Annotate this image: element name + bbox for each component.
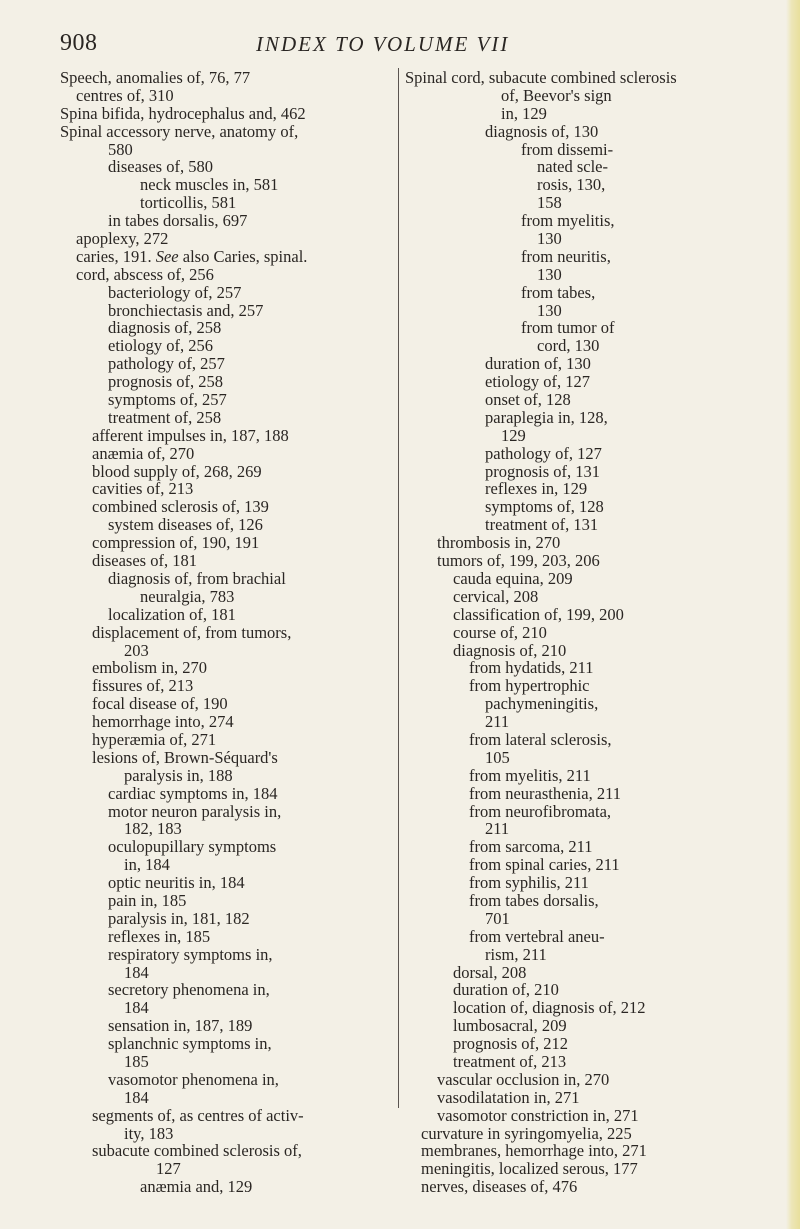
index-entry: 130 <box>537 300 562 320</box>
index-entry: afferent impulses in, 187, 188 <box>92 425 289 445</box>
index-entry: symptoms of, 257 <box>108 390 227 410</box>
index-entry: 184 <box>124 1087 149 1107</box>
index-entry: 211 <box>485 819 510 839</box>
index-entry: in, 184 <box>124 855 170 875</box>
index-entry: vasomotor constriction in, 271 <box>437 1105 639 1125</box>
index-entry: pain in, 185 <box>108 890 187 910</box>
index-entry: reflexes in, 129 <box>485 479 588 499</box>
index-entry: from myelitis, 211 <box>469 765 591 785</box>
index-entry: cord, abscess of, 256 <box>76 264 214 284</box>
index-entry: pathology of, 257 <box>108 354 225 374</box>
index-entry: from syphilis, 211 <box>469 873 589 893</box>
index-entry: from tabes dorsalis, <box>469 890 599 910</box>
index-entry: bacteriology of, 257 <box>108 282 242 302</box>
index-entry: anæmia and, 129 <box>140 1177 253 1197</box>
page-header <box>60 30 760 60</box>
index-entry: neck muscles in, 581 <box>140 175 279 195</box>
index-entry: 130 <box>537 229 562 249</box>
index-entry: diagnosis of, 210 <box>453 640 567 660</box>
index-entry: cardiac symptoms in, 184 <box>108 783 278 803</box>
index-entry: 203 <box>124 640 149 660</box>
index-entry: 184 <box>124 962 149 982</box>
index-entry: vascular occlusion in, 270 <box>437 1069 610 1089</box>
index-column-right <box>405 69 745 1196</box>
index-entry: from tabes, <box>521 282 596 302</box>
index-entry: 130 <box>537 264 562 284</box>
index-column-left <box>60 69 390 1196</box>
index-entry: thrombosis in, 270 <box>437 533 561 553</box>
index-entry: blood supply of, 268, 269 <box>92 461 262 481</box>
index-entry: cauda equina, 209 <box>453 568 573 588</box>
index-entry: 184 <box>124 998 149 1018</box>
index-entry: from hydatids, 211 <box>469 658 594 678</box>
index-entry: from myelitis, <box>521 211 615 231</box>
index-entry: cord, 130 <box>537 336 600 356</box>
index-entry: 211 <box>485 712 510 732</box>
index-entry: from vertebral aneu- <box>469 926 605 946</box>
index-entry: lesions of, Brown-Séquard's <box>92 747 278 767</box>
index-entry: 158 <box>537 193 562 213</box>
index-entry: of, Beevor's sign <box>501 85 612 105</box>
index-entry: 105 <box>485 747 510 767</box>
index-entry: from dissemi- <box>521 139 614 159</box>
index-entry: treatment of, 131 <box>485 515 599 535</box>
index-entry: system diseases of, 126 <box>108 515 263 535</box>
index-entry: secretory phenomena in, <box>108 980 270 1000</box>
index-entry: classification of, 199, 200 <box>453 604 624 624</box>
index-entry: from hypertrophic <box>469 676 590 696</box>
index-entry: diseases of, 181 <box>92 551 197 571</box>
index-entry: from sarcoma, 211 <box>469 837 593 857</box>
index-entry: splanchnic symptoms in, <box>108 1034 272 1054</box>
index-entry: onset of, 128 <box>485 390 571 410</box>
index-entry: apoplexy, 272 <box>76 229 169 249</box>
index-entry: rism, 211 <box>485 944 547 964</box>
index-entry: meningitis, localized serous, 177 <box>421 1159 638 1179</box>
index-entry: subacute combined sclerosis of, <box>92 1141 302 1161</box>
index-entry: diseases of, 580 <box>108 157 213 177</box>
index-entry: anæmia of, 270 <box>92 443 195 463</box>
index-entry: symptoms of, 128 <box>485 497 604 517</box>
index-entry: from spinal caries, 211 <box>469 855 620 875</box>
index-entry: Spinal cord, subacute combined sclerosis <box>405 68 677 87</box>
index-entry: oculopupillary symptoms <box>108 837 277 857</box>
index-entry: hemorrhage into, 274 <box>92 712 234 732</box>
index-entry: 185 <box>124 1051 149 1071</box>
index-entry: motor neuron paralysis in, <box>108 801 282 821</box>
index-entry: paraplegia in, 128, <box>485 407 608 427</box>
index-entry: paralysis in, 181, 182 <box>108 908 250 928</box>
index-entry: sensation in, 187, 189 <box>108 1016 253 1036</box>
index-entry: vasomotor phenomena in, <box>108 1069 279 1089</box>
index-entry: from neuritis, <box>521 246 611 266</box>
index-entry: Spinal accessory nerve, anatomy of, <box>60 121 299 141</box>
index-entry: cavities of, 213 <box>92 479 194 499</box>
index-entry: from tumor of <box>521 318 615 338</box>
index-entry: from neurofibromata, <box>469 801 612 821</box>
index-entry: rosis, 130, <box>537 175 606 195</box>
index-entry: treatment of, 213 <box>453 1051 567 1071</box>
index-entry: dorsal, 208 <box>453 962 527 982</box>
index-entry: centres of, 310 <box>76 85 174 105</box>
index-entry: prognosis of, 212 <box>453 1034 569 1054</box>
index-entry: diagnosis of, from brachial <box>108 568 286 588</box>
index-entry: lumbosacral, 209 <box>453 1016 567 1036</box>
running-head: INDEX TO VOLUME VII <box>256 32 510 56</box>
index-entry: focal disease of, 190 <box>92 694 228 714</box>
index-entry: respiratory symptoms in, <box>108 944 273 964</box>
index-entry: 182, 183 <box>124 819 182 839</box>
index-entry: duration of, 130 <box>485 354 591 374</box>
index-entry: 129 <box>501 425 526 445</box>
index-entry: cervical, 208 <box>453 586 539 606</box>
index-entry: compression of, 190, 191 <box>92 533 260 553</box>
index-entry: displacement of, from tumors, <box>92 622 292 642</box>
index-entry: torticollis, 581 <box>140 193 237 213</box>
index-entry: course of, 210 <box>453 622 547 642</box>
index-entry: in, 129 <box>501 103 547 123</box>
index-entry: curvature in syringomyelia, 225 <box>421 1123 632 1143</box>
index-entry: bronchiectasis and, 257 <box>108 300 264 320</box>
index-entry: Spina bifida, hydrocephalus and, 462 <box>60 103 306 123</box>
index-entry: localization of, 181 <box>108 604 236 624</box>
index-entry: ity, 183 <box>124 1123 174 1143</box>
index-entry: caries, 191. See also Caries, spinal. <box>76 246 308 266</box>
index-entry: nated scle- <box>537 157 609 177</box>
index-entry: duration of, 210 <box>453 980 559 1000</box>
index-entry: optic neuritis in, 184 <box>108 873 245 893</box>
index-entry: embolism in, 270 <box>92 658 208 678</box>
index-entry: treatment of, 258 <box>108 407 222 427</box>
page-number: 908 <box>60 30 98 56</box>
index-entry: diagnosis of, 258 <box>108 318 222 338</box>
index-entry: combined sclerosis of, 139 <box>92 497 269 517</box>
index-entry: location of, diagnosis of, 212 <box>453 998 646 1018</box>
index-entry: fissures of, 213 <box>92 676 194 696</box>
index-entry: neuralgia, 783 <box>140 586 235 606</box>
index-entry: pachymeningitis, <box>485 694 599 714</box>
see-also-marker: See <box>155 246 179 266</box>
index-entry: nerves, diseases of, 476 <box>421 1177 578 1197</box>
index-entry: tumors of, 199, 203, 206 <box>437 551 600 571</box>
index-entry: paralysis in, 188 <box>124 765 233 785</box>
index-entry: vasodilatation in, 271 <box>437 1087 580 1107</box>
index-entry: 701 <box>485 908 510 928</box>
index-entry: pathology of, 127 <box>485 443 602 463</box>
index-entry: prognosis of, 258 <box>108 372 224 392</box>
index-entry: etiology of, 127 <box>485 372 590 392</box>
index-entry: prognosis of, 131 <box>485 461 601 481</box>
index-entry: segments of, as centres of activ- <box>92 1105 304 1125</box>
index-entry: from neurasthenia, 211 <box>469 783 621 803</box>
index-entry: diagnosis of, 130 <box>485 121 599 141</box>
index-entry: 127 <box>156 1159 181 1179</box>
column-divider <box>398 68 399 1108</box>
index-entry: etiology of, 256 <box>108 336 213 356</box>
index-entry: membranes, hemorrhage into, 271 <box>421 1141 647 1161</box>
page-edge <box>786 0 800 1229</box>
index-entry: Speech, anomalies of, 76, 77 <box>60 68 251 87</box>
index-entry: hyperæmia of, 271 <box>92 729 217 749</box>
index-entry: 580 <box>108 139 133 159</box>
index-entry: from lateral sclerosis, <box>469 729 612 749</box>
index-entry: in tabes dorsalis, 697 <box>108 211 248 231</box>
index-entry: reflexes in, 185 <box>108 926 211 946</box>
